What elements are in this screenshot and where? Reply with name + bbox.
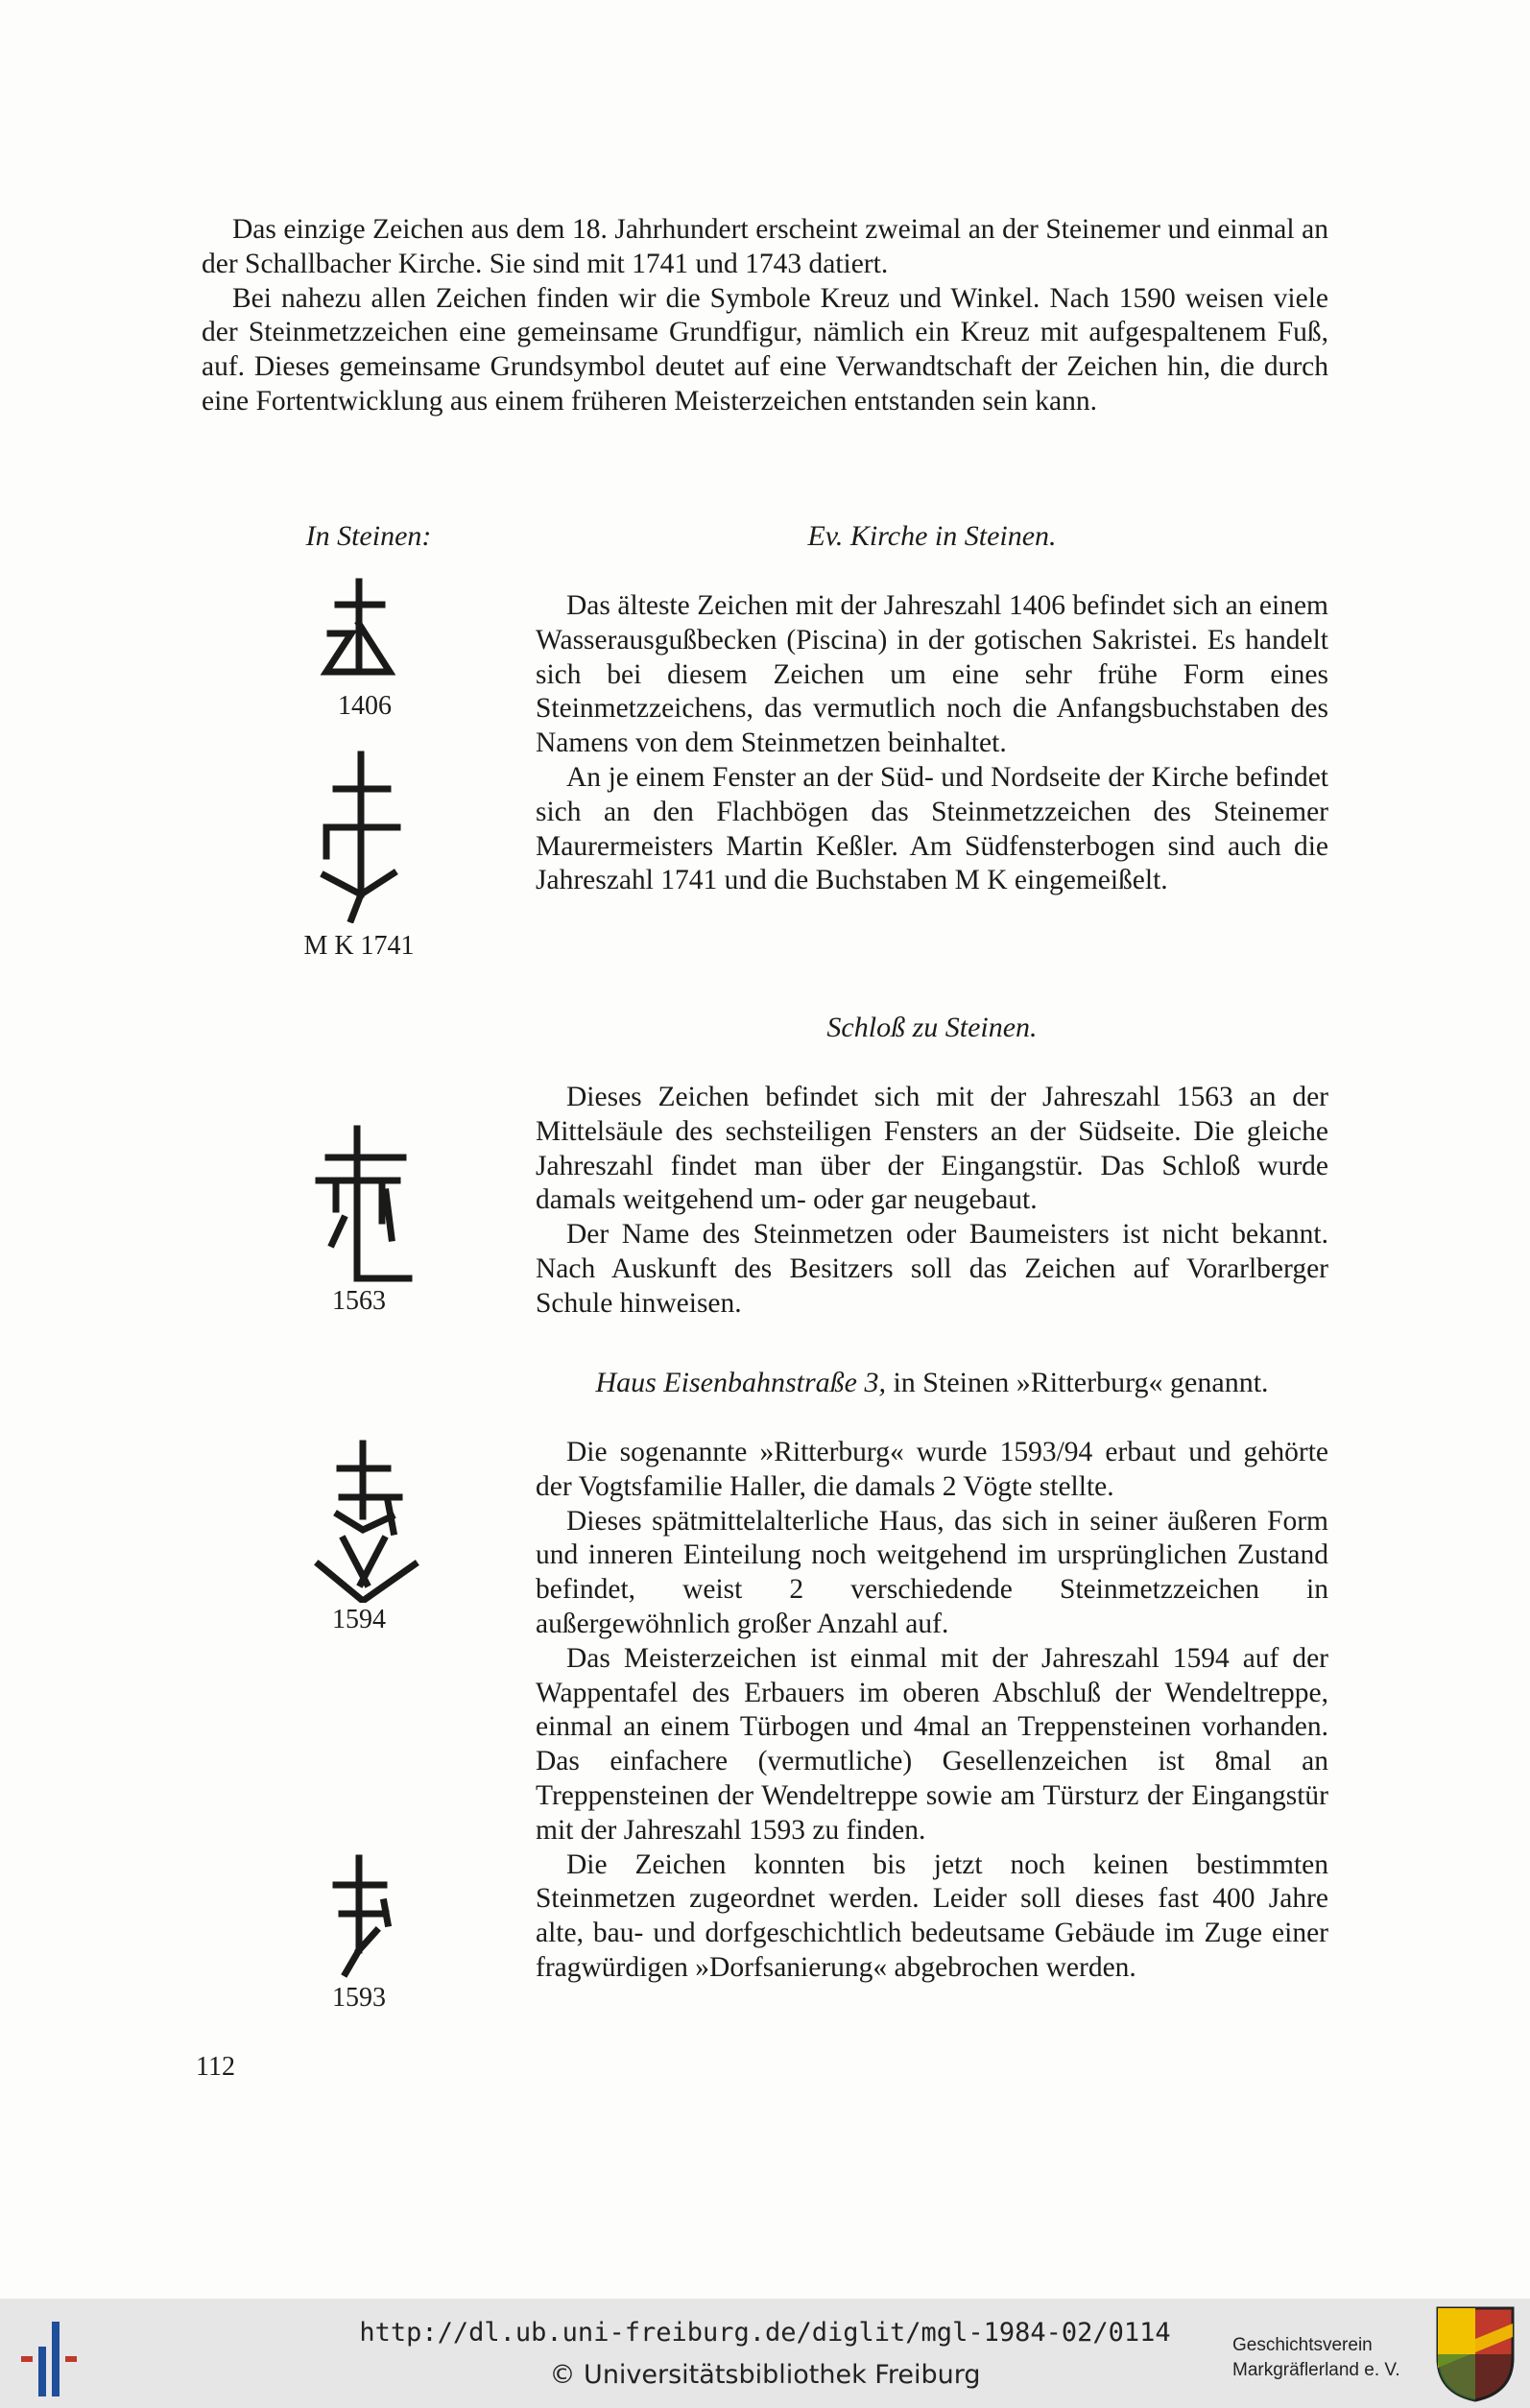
kirche-text	[536, 589, 1328, 898]
schloss-text	[536, 1081, 1328, 1322]
footer-copyright: © Universitätsbibliothek Freiburg	[549, 2360, 981, 2390]
intro-paragraph-2: Bei nahezu allen Zeichen finden wir die Symbole Kreuz und Winkel. Nach 1590 weisen viele der Steinmetzzeichen eine gemeinsame Grundfigur, nämlich ein Kreuz mit aufgespaltenem Fuß, auf. Dieses gemeinsame Grundsymbol deutet auf eine Verwandtschaft der Zeichen hin, die durch eine Fortentwicklung aus einem früheren Meisterzeichen entstanden sein kann.	[202, 282, 1328, 417]
verein-name	[1232, 2333, 1400, 2383]
page-number: 112	[196, 2052, 235, 2082]
mason-mark-1594-icon	[309, 1440, 424, 1603]
haus-paragraph-1: Die sogenannte »Ritterburg« wurde 1593/94 erbaut und gehörte der Vogtsfamilie Haller, die damals 2 Vögte stellte.	[536, 1437, 1328, 1502]
heading-haus-italic: Haus Eisenbahnstraße 3,	[595, 1367, 886, 1398]
intro-text	[202, 213, 1328, 419]
verein-line-1: Geschichtsverein	[1232, 2335, 1373, 2355]
heading-haus	[536, 1367, 1328, 1399]
label-1594: 1594	[332, 1605, 386, 1634]
mason-mark-1563-icon	[315, 1125, 420, 1288]
schloss-paragraph-1: Dieses Zeichen befindet sich mit der Jahreszahl 1563 an der Mittelsäule des sechsteiligen Fensters an der Südseite. Die gleiche Jahreszahl findet man über der Eingangstür. Das Schloß wurde damals weitgehend um- oder gar neugebaut.	[536, 1082, 1328, 1216]
haus-paragraph-2: Dieses spätmittelalterliche Haus, das sich in seiner äußeren Form und inneren Einteilung noch weitgehend im ursprünglichen Zustand befindet, weist 2 verschiedende Steinmetzzeichen in außergewöhnlich großer Anzahl auf.	[536, 1505, 1328, 1639]
kirche-paragraph-1: Das älteste Zeichen mit der Jahreszahl 1406 befindet sich an einem Wasserausgußbecken (Piscina) in der gotischen Sakristei. Es handelt sich bei diesem Zeichen um eine sehr frühe Form eines Steinmetzzeichens, das vermutlich noch die Anfangsbuchstaben des Namens von dem Steinmetzen beinhaltet.	[536, 590, 1328, 759]
footer-url-link[interactable]: http://dl.ub.uni-freiburg.de/diglit/mgl-1984-02/0114	[359, 2318, 1171, 2348]
heading-schloss: Schloß zu Steinen.	[826, 1012, 1038, 1043]
mason-mark-1741-icon	[305, 751, 411, 923]
haus-paragraph-3: Das Meisterzeichen ist einmal mit der Jahreszahl 1594 auf der Wappentafel des Erbauers im oberen Abschluß der Wendeltreppe, einmal an einem Türbogen und 4mal an Treppensteinen vorhanden. Das einfachere (vermutliche) Gesellenzeichen ist 8mal an Treppensteinen der Wendeltreppe sowie am Türsturz der Eingangstür mit der Jahreszahl 1593 zu finden.	[536, 1642, 1328, 1846]
haus-paragraph-4: Die Zeichen konnten bis jetzt noch keinen bestimmten Steinmetzen zugeordnet werden. Leider soll dieses fast 400 Jahre alte, bau- und dorfgeschichtlich bedeutsame Gebäude im Zuge einer fragwürdigen »Dorfsanierung« abgebrochen werden.	[536, 1848, 1328, 1983]
mason-mark-1406-icon	[309, 576, 405, 681]
footer-bar	[0, 2299, 1530, 2408]
schloss-paragraph-2: Der Name des Steinmetzen oder Baumeisters ist nicht bekannt. Nach Auskunft des Besitzers soll das Zeichen auf Vorarlberger Schule hinweisen.	[536, 1219, 1328, 1319]
label-1406: 1406	[338, 691, 392, 721]
heading-kirche: Ev. Kirche in Steinen.	[807, 520, 1057, 552]
label-1563: 1563	[332, 1286, 386, 1316]
haus-text	[536, 1436, 1328, 1986]
verein-line-2: Markgräflerland e. V.	[1232, 2360, 1400, 2380]
coat-of-arms-icon[interactable]	[1434, 2304, 1517, 2408]
kirche-paragraph-2: An je einem Fenster an der Süd- und Nordseite der Kirche befindet sich an den Flachbögen das Steinmetzzeichen des Steinemer Maurermeisters Martin Keßler. Am Südfensterbogen sind auch die Jahreszahl 1741 und die Buchstaben M K eingemeißelt.	[536, 761, 1328, 896]
label-1741: M K 1741	[303, 931, 415, 961]
intro-paragraph-1: Das einzige Zeichen aus dem 18. Jahrhundert erscheint zweimal an der Steinemer und einmal an der Schallbacher Kirche. Sie sind mit 1741 und 1743 datiert.	[202, 214, 1328, 279]
heading-haus-rest: in Steinen »Ritterburg« genannt.	[885, 1367, 1269, 1398]
mason-mark-1593-icon	[317, 1854, 403, 1979]
label-1593: 1593	[332, 1983, 386, 2013]
left-heading: In Steinen:	[305, 520, 432, 552]
